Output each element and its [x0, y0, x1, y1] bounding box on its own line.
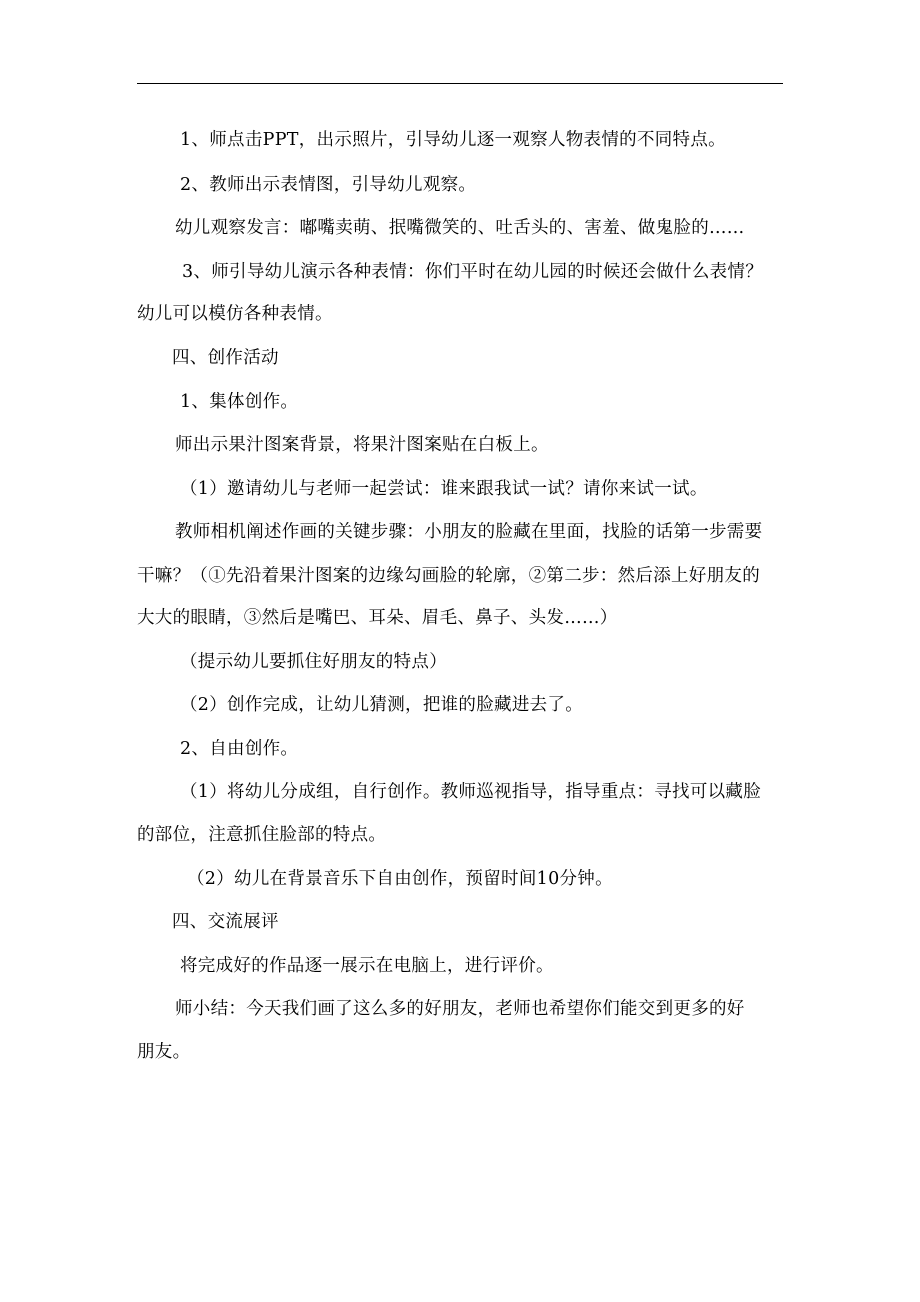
section-heading: 四、交流展评 — [172, 912, 279, 932]
subsection-heading: 1、集体创作。 — [180, 392, 299, 412]
paragraph-line: （1）邀请幼儿与老师一起尝试：谁来跟我试一试？请你来试一试。 — [180, 479, 708, 499]
paragraph-line: （2）幼儿在背景音乐下自由创作，预留时间10分钟。 — [187, 869, 613, 889]
paragraph-line: 将完成好的作品逐一展示在电脑上，进行评价。 — [180, 956, 554, 976]
paragraph-line: 2、教师出示表情图，引导幼儿观察。 — [180, 175, 477, 195]
paragraph-line: 朋友。 — [137, 1042, 191, 1062]
paragraph-line: 大大的眼睛，③然后是嘴巴、耳朵、眉毛、鼻子、头发……） — [137, 608, 618, 628]
paragraph-line: （2）创作完成，让幼儿猜测，把谁的脸藏进去了。 — [180, 695, 584, 715]
paragraph-line: 师小结：今天我们画了这么多的好朋友，老师也希望你们能交到更多的好 — [175, 999, 745, 1019]
paragraph-line: 的部位，注意抓住脸部的特点。 — [137, 825, 387, 845]
paragraph-line: 教师相机阐述作画的关键步骤：小朋友的脸藏在里面，找脸的话第一步需要 — [175, 522, 763, 542]
paragraph-line: （1）将幼儿分成组，自行创作。教师巡视指导，指导重点：寻找可以藏脸 — [180, 782, 762, 802]
paragraph-line: 3、师引导幼儿演示各种表情：你们平时在幼儿园的时候还会做什么表情？ — [182, 262, 764, 282]
paragraph-line: （提示幼儿要抓住好朋友的特点） — [180, 652, 447, 672]
paragraph-line: 师出示果汁图案背景，将果汁图案贴在白板上。 — [175, 435, 549, 455]
paragraph-line: 1、师点击PPT，出示照片，引导幼儿逐一观察人物表情的不同特点。 — [180, 130, 726, 150]
paragraph-line: 干嘛？（①先沿着果汁图案的边缘勾画脸的轮廓，②第二步：然后添上好朋友的 — [137, 566, 760, 586]
section-heading: 四、创作活动 — [172, 348, 279, 368]
header-rule — [137, 83, 783, 84]
subsection-heading: 2、自由创作。 — [180, 739, 299, 759]
paragraph-line: 幼儿可以模仿各种表情。 — [137, 304, 333, 324]
paragraph-line: 幼儿观察发言：嘟嘴卖萌、抿嘴微笑的、吐舌头的、害羞、做鬼脸的…… — [175, 218, 745, 238]
